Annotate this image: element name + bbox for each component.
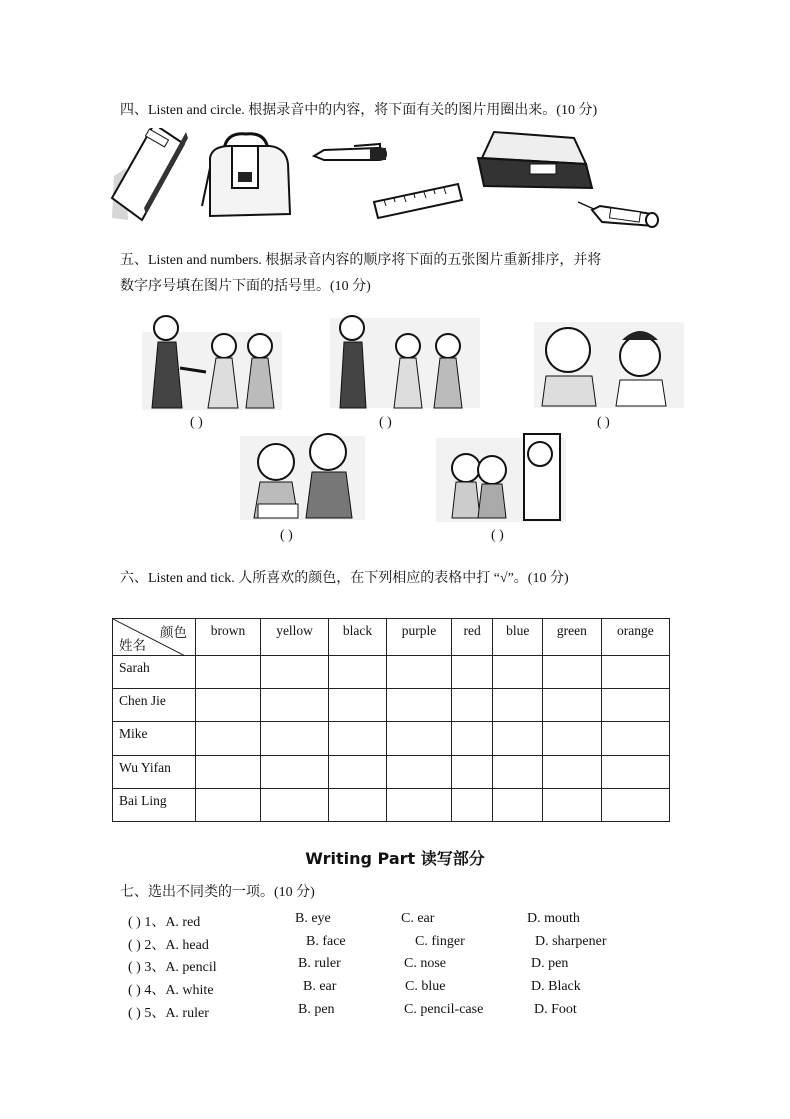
table-corner-header: [113, 619, 196, 656]
book-icon: [108, 128, 188, 223]
column-header: brown: [196, 619, 261, 656]
tick-cell[interactable]: [601, 788, 669, 821]
q7-item-5-b: B. pen: [298, 1002, 335, 1017]
tick-cell[interactable]: [543, 689, 602, 722]
table-row: [113, 788, 670, 821]
column-header: orange: [601, 619, 669, 656]
q7-item-3-b: B. ruler: [298, 956, 341, 971]
q7-item-5-a[interactable]: ( ) 5、A. ruler: [128, 1006, 209, 1021]
tick-cell[interactable]: [543, 722, 602, 755]
table-row: [113, 656, 670, 689]
header-names-label: 姓名: [119, 638, 146, 653]
tick-cell[interactable]: [196, 788, 261, 821]
tick-cell[interactable]: [451, 656, 492, 689]
tick-cell[interactable]: [386, 755, 451, 788]
tick-cell[interactable]: [196, 656, 261, 689]
row-name: Sarah: [113, 656, 196, 689]
q7-item-2-c: C. finger: [415, 934, 465, 949]
q7-item-3-c: C. nose: [404, 956, 446, 971]
tick-cell[interactable]: [329, 656, 387, 689]
q7-item-1-c: C. ear: [401, 911, 435, 926]
column-header: yellow: [261, 619, 329, 656]
q7-item-4-d: D. Black: [531, 979, 581, 994]
pencil-case-icon: [474, 128, 599, 198]
tick-cell[interactable]: [196, 755, 261, 788]
tick-cell[interactable]: [196, 722, 261, 755]
tick-cell[interactable]: [386, 656, 451, 689]
tick-cell[interactable]: [386, 788, 451, 821]
table-row: [113, 755, 670, 788]
row-name: Chen Jie: [113, 689, 196, 722]
tick-cell[interactable]: [329, 722, 387, 755]
q7-item-5-d: D. Foot: [534, 1002, 577, 1017]
scene-boy-and-girl: [534, 316, 684, 408]
scene-girl-and-boy-drawing: [240, 428, 365, 522]
crayon-icon: [572, 196, 667, 231]
tick-cell[interactable]: [386, 689, 451, 722]
q7-item-2-a[interactable]: ( ) 2、A. head: [128, 938, 209, 953]
answer-blank[interactable]: ( ): [491, 528, 504, 543]
tick-cell[interactable]: [261, 722, 329, 755]
tick-cell[interactable]: [329, 689, 387, 722]
q7-title: 七、选出不同类的一项。(10 分): [120, 885, 315, 900]
row-name: Wu Yifan: [113, 755, 196, 788]
schoolbag-icon: [200, 128, 295, 223]
tick-cell[interactable]: [196, 689, 261, 722]
writing-part-heading: Writing Part 读写部分: [305, 849, 485, 868]
tick-cell[interactable]: [329, 788, 387, 821]
tick-cell[interactable]: [329, 755, 387, 788]
tick-cell[interactable]: [261, 656, 329, 689]
tick-cell[interactable]: [493, 656, 543, 689]
q7-item-4-b: B. ear: [303, 979, 337, 994]
column-header: black: [329, 619, 387, 656]
answer-blank[interactable]: ( ): [597, 415, 610, 430]
ruler-icon: [370, 180, 465, 220]
tick-cell[interactable]: [261, 689, 329, 722]
tick-cell[interactable]: [493, 689, 543, 722]
tick-cell[interactable]: [543, 788, 602, 821]
q6-title: 六、Listen and tick. 人所喜欢的颜色，在下列相应的表格中打 “√”。(10 分): [120, 571, 569, 586]
row-name: Mike: [113, 722, 196, 755]
row-name: Bai Ling: [113, 788, 196, 821]
q7-item-3-d: D. pen: [531, 956, 569, 971]
tick-cell[interactable]: [601, 656, 669, 689]
tick-cell[interactable]: [601, 755, 669, 788]
q7-item-5-c: C. pencil-case: [404, 1002, 484, 1017]
color-preference-table: [112, 618, 670, 822]
q7-item-1-d: D. mouth: [527, 911, 580, 926]
tick-cell[interactable]: [451, 755, 492, 788]
q7-item-2-d: D. sharpener: [535, 934, 607, 949]
column-header: purple: [386, 619, 451, 656]
tick-cell[interactable]: [451, 689, 492, 722]
q5-title-line2: 数字序号填在图片下面的括号里。(10 分): [120, 279, 371, 294]
q7-item-1-b: B. eye: [295, 911, 331, 926]
tick-cell[interactable]: [493, 755, 543, 788]
tick-cell[interactable]: [543, 656, 602, 689]
q7-item-4-a[interactable]: ( ) 4、A. white: [128, 983, 214, 998]
answer-blank[interactable]: ( ): [379, 415, 392, 430]
pen-icon: [310, 140, 390, 170]
table-row: [113, 722, 670, 755]
answer-blank[interactable]: ( ): [190, 415, 203, 430]
tick-cell[interactable]: [451, 788, 492, 821]
column-header: green: [543, 619, 602, 656]
tick-cell[interactable]: [493, 722, 543, 755]
q7-item-4-c: C. blue: [405, 979, 446, 994]
column-header: red: [451, 619, 492, 656]
tick-cell[interactable]: [493, 788, 543, 821]
q5-title-line1: 五、Listen and numbers. 根据录音内容的顺序将下面的五张图片重新排序，并将: [120, 253, 602, 268]
scene-man-and-two-girls: [330, 312, 480, 410]
scene-teacher-meets-girls: [142, 312, 282, 412]
q7-item-2-b: B. face: [306, 934, 346, 949]
q7-item-1-a[interactable]: ( ) 1、A. red: [128, 915, 201, 930]
tick-cell[interactable]: [601, 722, 669, 755]
q7-item-3-a[interactable]: ( ) 3、A. pencil: [128, 960, 217, 975]
tick-cell[interactable]: [451, 722, 492, 755]
tick-cell[interactable]: [386, 722, 451, 755]
header-colors-label: 颜色: [160, 625, 187, 640]
scene-kids-at-door: [436, 432, 566, 522]
column-header: blue: [493, 619, 543, 656]
tick-cell[interactable]: [261, 788, 329, 821]
answer-blank[interactable]: ( ): [280, 528, 293, 543]
tick-cell[interactable]: [543, 755, 602, 788]
table-row: [113, 689, 670, 722]
tick-cell[interactable]: [601, 689, 669, 722]
q4-title: 四、Listen and circle. 根据录音中的内容，将下面有关的图片用圈出来。(10 分): [120, 103, 598, 118]
tick-cell[interactable]: [261, 755, 329, 788]
